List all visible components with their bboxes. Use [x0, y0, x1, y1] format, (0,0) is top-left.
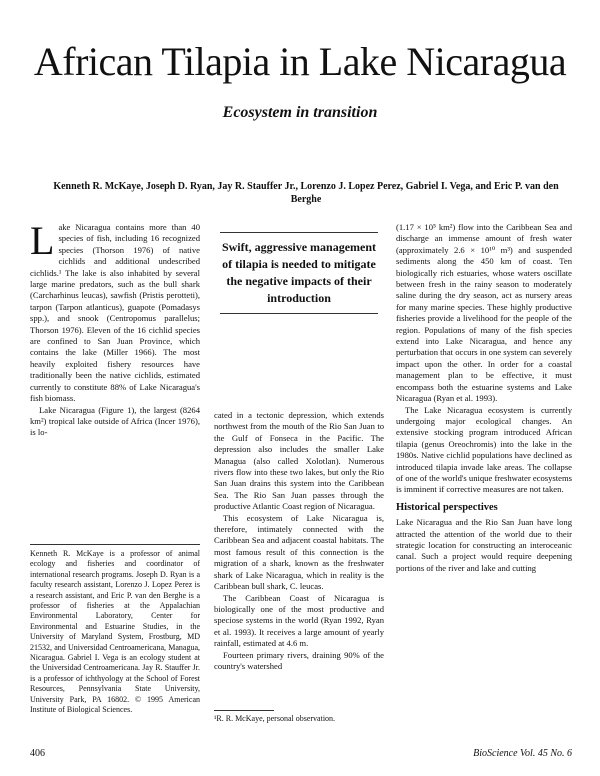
body-column-2: [214, 410, 384, 672]
body-paragraph: This ecosystem of Lake Nicaragua is, therefore, intimately connected with the Caribbean Sea and adjacent coastal habitats. The most famous result of this connection is the migration of a shark, known as the freshwater shark of Lake Nicaragua, which in reality is the Caribbean bull shark, C. leucas.: [214, 512, 384, 592]
article-title: African Tilapia in Lake Nicaragua: [33, 39, 567, 84]
body-paragraph: Lake Nicaragua (Figure 1), the largest (8264 km²) tropical lake outside of Africa (Incer 1976), is lo-: [30, 404, 200, 438]
body-paragraph: cated in a tectonic depression, which extends northwest from the mouth of the Rio San Juan to the Gulf of Fonseca in the Pacific. The depression also includes the smaller Lake Managua (also called Xolotlan). Numerous rivers flow into these two lakes, but only the Rio San Juan drains this system into the Caribbean Sea. The Rio San Juan passes through the productive Atlantic Coast region of Nicaragua.: [214, 410, 384, 512]
bio-divider: [30, 544, 200, 545]
body-paragraph: Fourteen primary rivers, draining 90% of the country's watershed: [214, 649, 384, 671]
author-list: Kenneth R. McKaye, Joseph D. Ryan, Jay R. Stauffer Jr., Lorenzo J. Lopez Perez, Gabriel I. Vega, and Eric P. van den Berghe: [53, 181, 559, 205]
body-paragraph: The Lake Nicaragua ecosystem is currently undergoing major ecological changes. An extensive stocking program introduced African tilapia (genus Oreochromis) into the lake in the 1980s. Native cichlid populations have declined as introduced tilapia invade lake areas. The collapse of one of the world's unique freshwater ecosystems is imminent if corrective measures are not taken.: [396, 404, 572, 495]
body-column-3: [396, 222, 572, 574]
footnote: ¹R. R. McKaye, personal observation.: [214, 714, 336, 723]
body-paragraph: Lake Nicaragua and the Rio San Juan have long attracted the attention of the world due to their strategic location for constructing an interoceanic canal. Such a project would require deepening portions of the river and lake and cutting: [396, 517, 572, 573]
body-column-1: [30, 218, 200, 439]
pull-quote: Swift, aggressive management of tilapia is needed to mitigate the negative impacts of their introduction: [220, 232, 378, 314]
drop-cap: L: [30, 218, 55, 263]
author-bio: Kenneth R. McKaye is a professor of animal ecology and fisheries and coordinator of international research programs. Joseph D. Ryan is a faculty research assistant, Lorenzo J. Lopez Perez is a research assistant, and Eric P. van den Berghe is a professor of fisheries at the Appalachian Environmental Laboratory, Center for Environmental and Estuarine Studies, in the University of Maryland System, Frostburg, MD 21532, and Universidad Centroamericana, Managua, Nicaragua. Gabriel I. Vega is an ecology student at the Universidad Centroamericana. Jay R. Stauffer Jr. is a professor of ichthyology at the School of Forest Resources, Pennsylvania State University, University Park, PA 16802. © 1995 American Institute of Biological Sciences.: [30, 549, 200, 715]
body-paragraph: (1.17 × 10⁵ km²) flow into the Caribbean Sea and discharge an immense amount of fresh water (approximately 2.6 × 10¹⁰ m³) and suspended sediments along the 450 km of coast. Ten biologically rich estuaries, whose waters oscillate between fresh in the rainy season to moderately saline during the dry season, act as nursery areas for many marine species. These highly productive fisheries provide a livelihood for the people of the region. Populations of many of the fish species extend into Lake Nicaragua, and hence any perturbation that occurs in one system can severely impact upon the other. In order for a coastal management plan to be effective, it must encompass both the estuarine systems and Lake Nicaragua (Ryan et al. 1993).: [396, 222, 572, 404]
page-number: 406: [30, 748, 45, 759]
body-paragraph: The Caribbean Coast of Nicaragua is biologically one of the most productive and speciose systems in the world (Ryan 1992, Ryan et al. 1993). It receives a large amount of yearly rainfall, estimated at 4.6 m.: [214, 592, 384, 649]
journal-citation: BioScience Vol. 45 No. 6: [473, 748, 572, 759]
section-heading: Historical perspectives: [396, 501, 498, 513]
body-paragraph: ake Nicaragua contains more than 40 species of fish, including 16 recognized species (Thorson 1976) of native cichlids and additional undescribed cichlids.¹ The lake is also inhabited by several large marine predators, such as the bull shark (Carcharhinus leucas), sawfish (Pristis perotteti), tarpon (Tarpon atlanticus), guapote (Pomadasys spp.), and snook (Centropomus parallelus; Thorson 1976). Eleven of the 16 cichlid species are confined to San Juan Province, which contains the lake (Miller 1966). The most heavily exploited fishery resources have traditionally been the native cichlids, estimated currently to constitute 88% of Lake Nicaragua's fish biomass.: [30, 222, 200, 404]
article-subtitle: Ecosystem in transition: [222, 104, 378, 121]
footnote-divider: [214, 710, 274, 711]
